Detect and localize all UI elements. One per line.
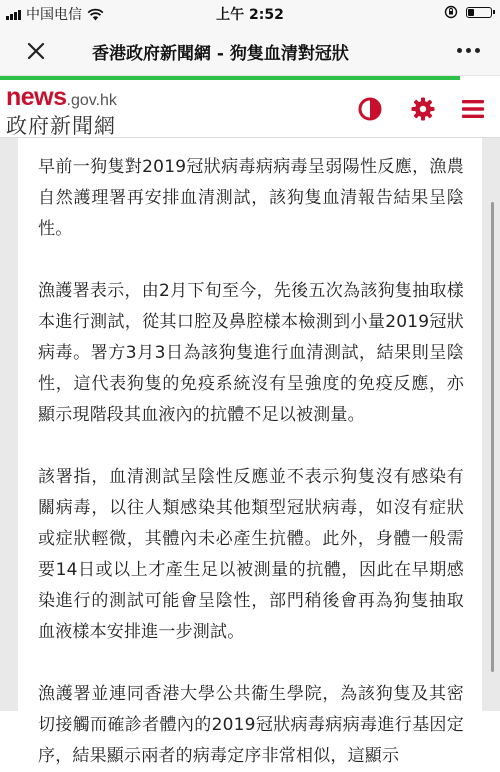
logo-domain: .gov.hk <box>66 92 117 109</box>
logo-news-text <box>6 84 117 114</box>
logo-news: news <box>6 83 67 111</box>
browser-title-bar <box>0 26 500 76</box>
status-time: 上午 2:52 <box>216 7 284 23</box>
close-button[interactable] <box>24 39 48 63</box>
article-paragraph: 漁護署表示，由2月下旬至今，先後五次為該狗隻抽取樣本進行測試，從其口腔及鼻腔樣本檢測到小量2019冠狀病毒。署方3月3日為該狗隻進行血清測試，結果則呈陰性，這代表狗隻的免疫系統沒有呈強度的免疫反應，亦顯示現階段其血液內的抗體不足以被測量。 <box>38 281 464 425</box>
article-paragraph: 漁護署並連同香港大學公共衞生學院，為該狗隻及其密切接觸而確診者體內的2019冠狀病毒病病毒進行基因定序，結果顯示兩者的病毒定序非常相似，這顯示 <box>38 684 464 766</box>
more-options-button[interactable] <box>457 48 480 53</box>
menu-button[interactable] <box>460 96 486 122</box>
status-bar <box>0 0 500 26</box>
site-logo[interactable] <box>6 84 117 138</box>
close-icon <box>24 39 48 63</box>
page-title: 香港政府新聞網 - 狗隻血清對冠狀 <box>92 39 410 65</box>
hamburger-menu-icon <box>460 96 486 122</box>
battery-icon <box>466 7 492 18</box>
carrier-label: 中国电信 <box>26 7 82 23</box>
article-body <box>18 138 482 766</box>
settings-button[interactable] <box>410 96 436 122</box>
gear-icon <box>410 96 436 122</box>
site-header <box>0 80 500 138</box>
article-paragraph: 該署指，血清測試呈陰性反應並不表示狗隻沒有感染有關病毒，以往人類感染其他類型冠狀病毒，如沒有症狀或症狀輕微，其體內未必產生抗體。此外，身體一般需要14日或以上才產生足以被測量的抗體，因此在早期感染進行的測試可能會呈陰性，部門稍後會再為狗隻抽取血液樣本安排進一步測試。 <box>38 467 464 642</box>
contrast-icon <box>357 96 383 122</box>
more-dot-icon <box>457 48 462 53</box>
logo-chinese: 政府新聞網 <box>6 114 116 138</box>
contrast-toggle-button[interactable] <box>357 96 383 122</box>
orientation-lock-icon <box>444 5 458 19</box>
article-paragraph: 早前一狗隻對2019冠狀病毒病病毒呈弱陽性反應，漁農自然護理署再安排血清測試，該狗隻血清報告結果呈陰性。 <box>38 157 464 239</box>
content-viewport[interactable] <box>0 138 500 766</box>
more-dot-icon <box>475 48 480 53</box>
scrollbar-thumb[interactable] <box>491 202 494 672</box>
more-dot-icon <box>466 48 471 53</box>
status-right <box>444 5 492 19</box>
